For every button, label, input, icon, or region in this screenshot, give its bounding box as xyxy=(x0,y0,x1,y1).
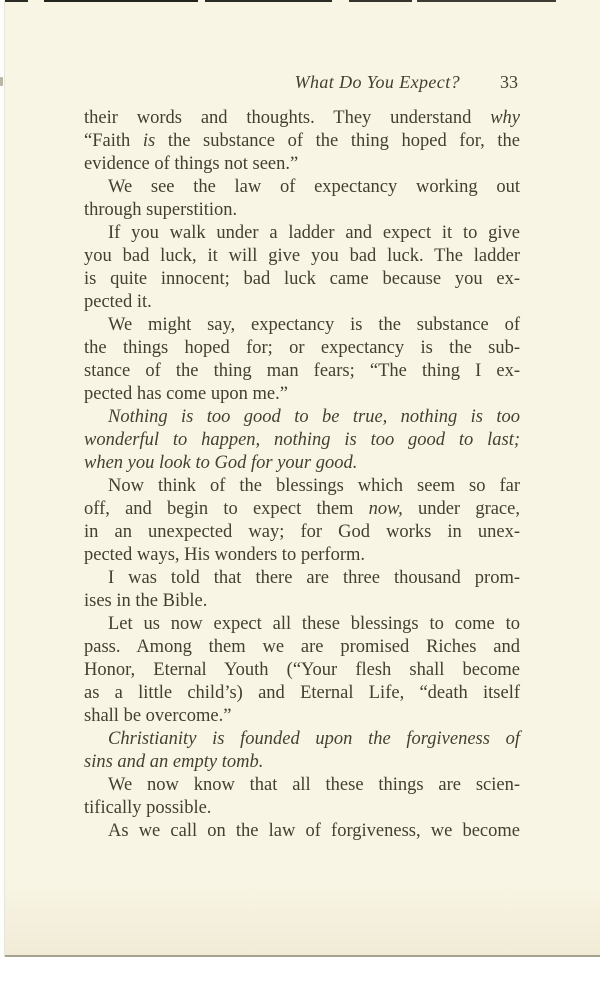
scan-bottom-margin xyxy=(0,957,600,990)
italic-text-segment: Nothing is too good to be true, nothing is too xyxy=(108,407,520,427)
text-segment: in an unexpected way; for God works in unex- xyxy=(84,522,520,542)
italic-text-segment: Christianity is founded upon the forgiveness of xyxy=(108,729,520,749)
text-segment: the things hoped for; or expectancy is the sub- xyxy=(84,338,520,358)
text-line xyxy=(84,222,520,245)
text-line xyxy=(84,590,520,613)
text-segment: “Faith xyxy=(84,131,143,151)
italic-text-segment: is xyxy=(142,131,156,151)
text-line xyxy=(84,153,520,176)
text-segment: Let us now expect all these blessings to come to xyxy=(108,614,520,634)
text-line xyxy=(84,774,520,797)
italic-text-segment: sins and an empty tomb. xyxy=(84,752,264,772)
text-line xyxy=(84,337,520,360)
text-line xyxy=(84,291,520,314)
italic-text-segment: when you look to God for your good. xyxy=(84,453,358,473)
text-segment: under grace, xyxy=(402,499,520,519)
text-segment: their words and thoughts. They understand xyxy=(84,108,491,128)
text-line xyxy=(84,452,520,475)
text-segment: tifically possible. xyxy=(84,798,212,818)
italic-text-segment: why xyxy=(490,108,520,128)
text-line xyxy=(84,199,520,222)
text-segment: We now know that all these things are scien- xyxy=(108,775,520,795)
text-line xyxy=(84,820,520,843)
page-number: 33 xyxy=(500,72,518,92)
text-line xyxy=(84,406,520,429)
text-segment: pected it. xyxy=(84,292,152,312)
italic-text-segment: wonderful to happen, nothing is too good to last; xyxy=(84,430,520,450)
text-line xyxy=(84,498,520,521)
text-segment: pected has come upon me.” xyxy=(84,384,288,404)
scan-top-edge-artifact xyxy=(0,0,600,2)
text-segment: shall be overcome.” xyxy=(84,706,232,726)
text-line xyxy=(84,728,520,751)
text-segment: I was told that there are three thousand prom- xyxy=(108,568,520,588)
text-segment: If you walk under a ladder and expect it to give xyxy=(108,223,520,243)
text-line xyxy=(84,567,520,590)
text-segment: We might say, expectancy is the substance of xyxy=(108,315,520,335)
running-head-title: What Do You Expect? xyxy=(294,72,460,92)
text-line xyxy=(84,130,520,153)
text-line xyxy=(84,268,520,291)
text-segment: stance of the thing man fears; “The thing I ex- xyxy=(84,361,520,381)
italic-text-segment: now, xyxy=(368,499,403,519)
text-line xyxy=(84,383,520,406)
text-line xyxy=(84,314,520,337)
text-segment: Honor, Eternal Youth (“Your flesh shall become xyxy=(84,660,520,680)
text-line xyxy=(84,636,520,659)
text-segment: Now think of the blessings which seem so far xyxy=(108,476,520,496)
text-line xyxy=(84,176,520,199)
text-line xyxy=(84,429,520,452)
text-line xyxy=(84,475,520,498)
text-line xyxy=(84,797,520,820)
text-block xyxy=(84,107,520,843)
text-line xyxy=(84,659,520,682)
text-segment: the substance of the thing hoped for, the xyxy=(155,131,520,151)
text-segment: pass. Among them we are promised Riches and xyxy=(84,637,520,657)
text-segment: off, and begin to expect them xyxy=(84,499,369,519)
text-line xyxy=(84,360,520,383)
text-segment: you bad luck, it will give you bad luck. The ladder xyxy=(84,246,520,266)
text-segment: We see the law of expectancy working out xyxy=(108,177,520,197)
text-line xyxy=(84,544,520,567)
text-segment: as a little child’s) and Eternal Life, “death itself xyxy=(84,683,520,703)
text-line xyxy=(84,682,520,705)
scan-left-edge xyxy=(0,0,5,957)
text-segment: As we call on the law of forgiveness, we become xyxy=(108,821,520,841)
text-line xyxy=(84,521,520,544)
text-segment: is quite innocent; bad luck came because you ex- xyxy=(84,269,520,289)
text-segment: through superstition. xyxy=(84,200,238,220)
text-line xyxy=(84,107,520,130)
text-line xyxy=(84,245,520,268)
scan-left-notch xyxy=(0,77,3,86)
text-line xyxy=(84,751,520,774)
text-segment: evidence of things not seen.” xyxy=(84,154,299,174)
text-segment: pected ways, His wonders to perform. xyxy=(84,545,366,565)
text-segment: ises in the Bible. xyxy=(84,591,208,611)
text-line xyxy=(84,705,520,728)
text-line xyxy=(84,613,520,636)
running-head xyxy=(295,71,518,93)
